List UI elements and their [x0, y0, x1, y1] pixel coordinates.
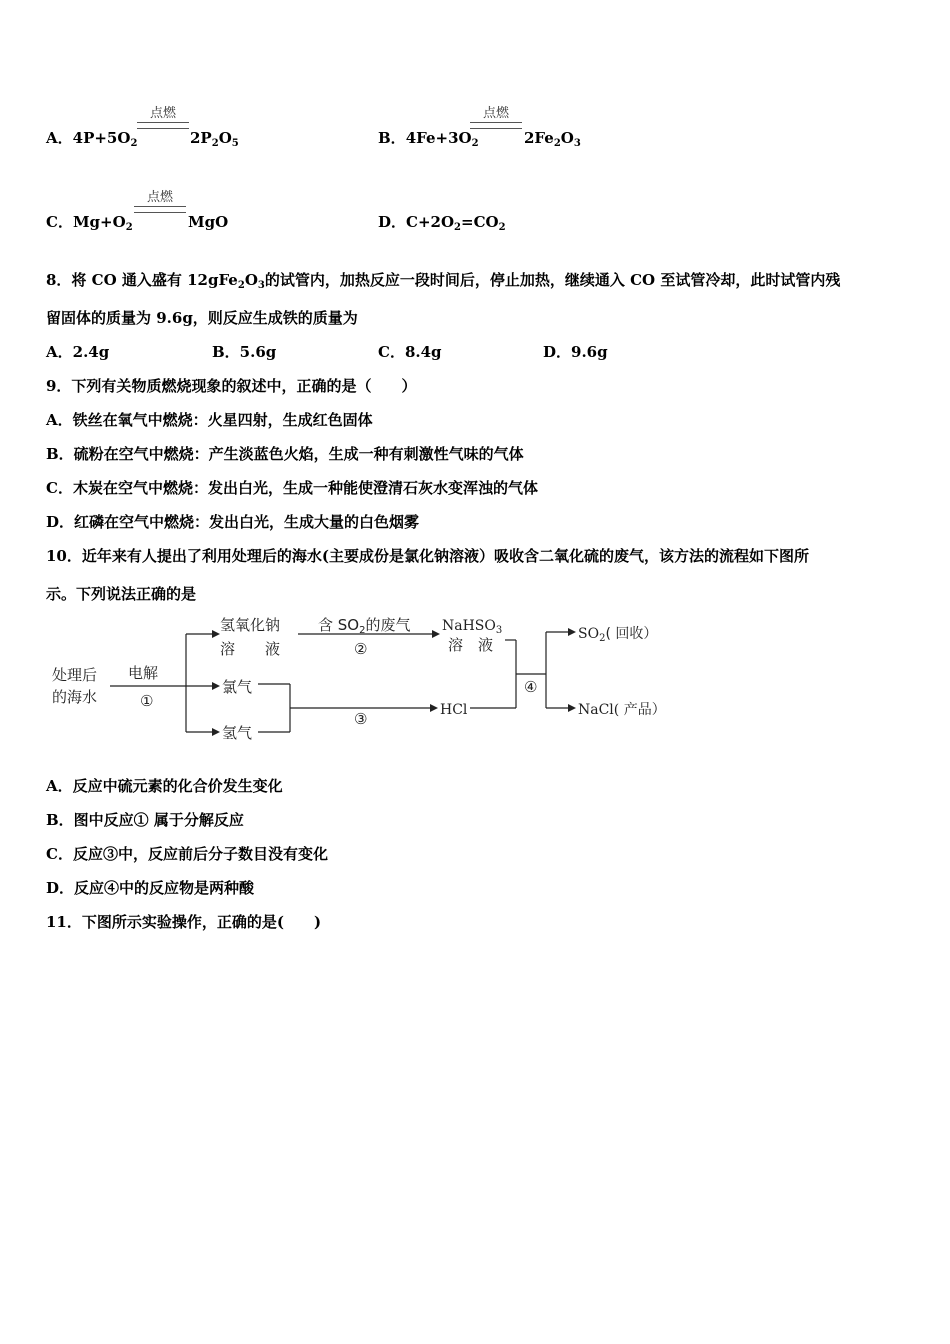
q8-option-b[interactable]: B．5.6g [212, 343, 277, 361]
flow-so2-recovered: $SO_2$( 回收） [578, 626, 658, 644]
flow-step-3: ③ [354, 710, 368, 728]
flow-naoh-line2: 溶 液 [220, 640, 281, 658]
q10-option-b[interactable]: B．图中反应① 属于分解反应 [46, 811, 244, 829]
q7-option-a[interactable]: A．$4P+5O_2$ [46, 129, 138, 149]
equation-bar-a [137, 122, 189, 129]
flow-step-2: ② [354, 640, 368, 658]
flow-nahso3: NaHSO$_3$ [442, 618, 503, 636]
flow-nahso3-solution: 溶 液 [448, 636, 494, 654]
condition-ignite-c: 点燃 [146, 190, 173, 205]
q7-option-b[interactable]: B．$4Fe+3O_2$ [378, 129, 479, 149]
flow-hydrogen: 氢气 [222, 724, 253, 742]
process-flow-diagram [0, 610, 950, 750]
q8-option-c[interactable]: C．8.4g [378, 343, 442, 361]
q9-option-b[interactable]: B．硫粉在空气中燃烧：产生淡蓝色火焰，生成一种有刺激性气味的气体 [46, 445, 524, 463]
q7-option-b-product: $2Fe_2O_3$ [524, 129, 581, 149]
q9-option-a[interactable]: A．铁丝在氧气中燃烧：火星四射，生成红色固体 [46, 411, 373, 429]
equation-bar-c [134, 206, 186, 213]
q8-option-d[interactable]: D．9.6g [543, 343, 608, 361]
flow-seawater-line2: 的海水 [52, 688, 98, 706]
q10-stem-line2: 示。下列说法正确的是 [46, 585, 197, 603]
flow-step-1: ① [140, 692, 154, 710]
q8-stem-line1: 8．将 CO 通入盛有 $12gFe_2O_3$的试管内，加热反应一段时间后，停止加热，继续通入 CO 至试管冷却，此时试管内残 [46, 271, 841, 291]
q7-option-d[interactable]: D．$C+2O_2=CO_2$ [378, 213, 506, 233]
flow-naoh-line1: 氢氧化钠 [220, 616, 281, 634]
flow-step-4: ④ [524, 678, 538, 696]
q9-stem: 9．下列有关物质燃烧现象的叙述中，正确的是（ ） [46, 377, 417, 395]
flow-so2-waste-gas: 含 $SO_2$的废气 [318, 616, 411, 636]
flow-seawater-line1: 处理后 [52, 666, 98, 684]
q7-option-c[interactable]: C．$Mg+O_2$ [46, 213, 133, 233]
flow-chlorine: 氯气 [222, 678, 253, 696]
flow-electrolysis: 电解 [128, 664, 159, 682]
q10-option-d[interactable]: D．反应④中的反应物是两种酸 [46, 879, 255, 897]
flow-nacl-product: NaCl( 产品） [578, 702, 666, 718]
q10-option-a[interactable]: A．反应中硫元素的化合价发生变化 [46, 777, 283, 795]
q7-option-a-product: $2P_2O_5$ [190, 129, 239, 149]
condition-ignite-b: 点燃 [482, 106, 509, 121]
flow-hcl: HCl [440, 702, 468, 718]
q8-stem-line2: 留固体的质量为 9.6g，则反应生成铁的质量为 [46, 309, 358, 327]
q10-option-c[interactable]: C．反应③中，反应前后分子数目没有变化 [46, 845, 328, 863]
q7-option-c-product: MgO [188, 213, 229, 231]
q9-option-c[interactable]: C．木炭在空气中燃烧：发出白光，生成一种能使澄清石灰水变浑浊的气体 [46, 479, 538, 497]
q8-option-a[interactable]: A．2.4g [46, 343, 110, 361]
q9-option-d[interactable]: D．红磷在空气中燃烧：发出白光，生成大量的白色烟雾 [46, 513, 420, 531]
condition-ignite-a: 点燃 [149, 106, 176, 121]
q10-stem-line1: 10．近年来有人提出了利用处理后的海水(主要成份是氯化钠溶液）吸收含二氧化硫的废气，该方法的流程如下图所 [46, 547, 809, 565]
q11-stem: 11．下图所示实验操作，正确的是( ) [46, 913, 322, 931]
